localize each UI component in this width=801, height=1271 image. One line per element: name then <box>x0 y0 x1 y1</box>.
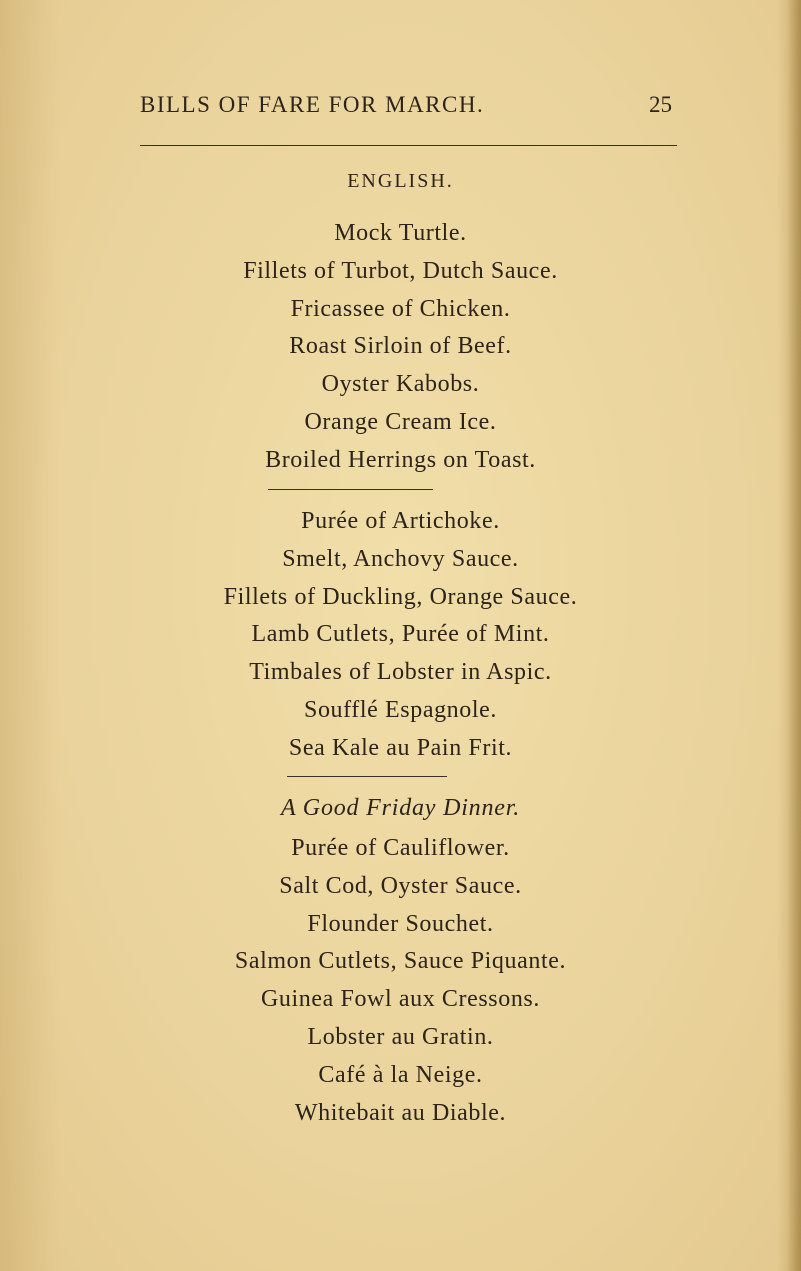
menu-item: Fillets of Duckling, Orange Sauce. <box>223 583 578 610</box>
menu-item: Guinea Fowl aux Cressons. <box>261 986 540 1013</box>
page-number: 25 <box>649 92 672 117</box>
good-friday-heading: A Good Friday Dinner. <box>280 795 520 821</box>
menu-item: Timbales of Lobster in Aspic. <box>249 659 552 686</box>
menu-item: Broiled Herrings on Toast. <box>265 446 536 473</box>
menu-item: Purée of Artichoke. <box>301 508 500 534</box>
menu-item: Salt Cod, Oyster Sauce. <box>279 872 522 899</box>
menu-item: Flounder Souchet. <box>307 910 494 937</box>
menu-item: Purée of Cauliflower. <box>291 835 510 861</box>
menu-item: Fillets of Turbot, Dutch Sauce. <box>243 257 558 284</box>
menu-item: Salmon Cutlets, Sauce Piquante. <box>234 948 567 975</box>
menu-good-friday <box>0 830 801 1132</box>
menu-english-1 <box>0 215 801 480</box>
menu-item: Fricassee of Chicken. <box>290 295 511 322</box>
section-heading: ENGLISH. <box>347 170 454 192</box>
section-divider <box>268 489 433 490</box>
menu-item: Lobster au Gratin. <box>307 1023 494 1050</box>
menu-item: Roast Sirloin of Beef. <box>289 333 512 360</box>
menu-item: Mock Turtle. <box>334 220 467 246</box>
menu-item: Smelt, Anchovy Sauce. <box>282 545 519 572</box>
menu-item: Lamb Cutlets, Purée of Mint. <box>251 621 550 648</box>
header-rule <box>140 145 677 146</box>
menu-item: Café à la Neige. <box>318 1061 483 1088</box>
page-edge-shadow <box>787 0 801 1271</box>
menu-item: Oyster Kabobs. <box>321 371 480 398</box>
section-divider <box>287 776 447 777</box>
running-title: BILLS OF FARE FOR MARCH. <box>140 92 485 117</box>
menu-english-2 <box>0 503 801 768</box>
menu-item: Orange Cream Ice. <box>304 408 497 435</box>
page-header <box>140 92 680 128</box>
menu-item: Sea Kale au Pain Frit. <box>288 734 513 761</box>
menu-item: Whitebait au Diable. <box>294 1099 507 1126</box>
menu-item: Soufflé Espagnole. <box>304 696 497 723</box>
